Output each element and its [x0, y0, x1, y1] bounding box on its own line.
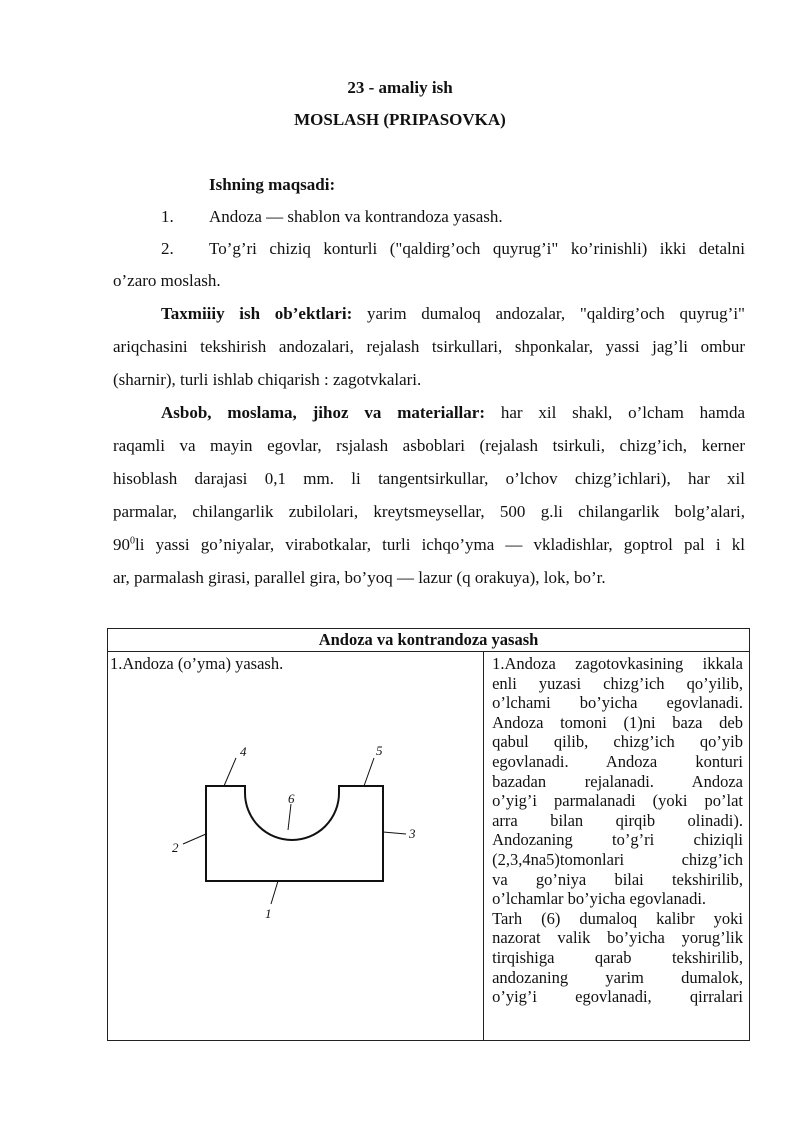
step-line: enli yuzasi chizg’ich qo’yilib, [492, 673, 743, 693]
step-line: qabul qilib, chizg’ich qo’yib [492, 732, 743, 752]
step-line: Andozaning to’g’ri chiziqli [492, 830, 743, 850]
step-line: va go’niya bilai tekshirilib, [492, 869, 743, 889]
step-line: egovlanadi. Andoza konturi [492, 751, 743, 771]
figure-label-1: 1 [265, 906, 272, 921]
leader-line-6 [288, 804, 291, 830]
goals-heading: Ishning maqsadi: [209, 175, 336, 194]
tools-line-6: ar, parmalash girasi, parallel gira, bo’yoq — lazur (q orakuya), lok, bo’r. [113, 568, 606, 587]
goal-2-text: To’g’ri chiziq konturli ("qaldirg’och quyrug’i" ko’rinishli) ikki detalni [209, 239, 745, 258]
leader-line-4 [224, 758, 236, 786]
tools-line-5 [113, 535, 745, 555]
leader-line-2 [183, 834, 206, 844]
angle-value: 90 [113, 535, 130, 554]
step-line: arra bilan qirqib olinadi). [492, 810, 743, 830]
leader-line-5 [364, 758, 374, 786]
template-outline [206, 786, 383, 881]
tools-line-1 [161, 403, 745, 423]
table-right-cell [484, 652, 750, 1041]
step-line: (2,3,4na5)tomonlari chizg’ich [492, 849, 743, 869]
figure-label-4: 4 [240, 744, 247, 759]
objects-line-1-text: yarim dumaloq andozalar, "qaldirg’och quyrug’i" [366, 304, 745, 323]
goal-1-number: 1. [161, 207, 174, 226]
page-title: MOSLASH (PRIPASOVKA) [294, 110, 506, 129]
figure-label-3: 3 [409, 826, 416, 841]
tools-line-3: hisoblash darajasi 0,1 mm. li tangentsirkullar, o’lchov chizg’ichlari), har xil [113, 469, 745, 488]
step-line: 1.Andoza zagotovkasining ikkala [492, 654, 743, 673]
objects-line-3: (sharnir), turli ishlab chiqarish : zagotvkalari. [113, 370, 422, 389]
tools-line-4: parmalar, chilangarlik zubilolari, kreytsmeysellar, 500 g.li chilangarlik bolg’alari, [113, 502, 745, 521]
objects-label: Taxmiiiy ish ob’ektlari: [161, 304, 353, 323]
objects-line-1 [161, 304, 745, 324]
step-line: Tarh (6) dumaloq kalibr yoki [492, 908, 743, 928]
procedure-table [107, 628, 750, 1041]
step-line: nazorat valik bo’yicha yorug’lik [492, 928, 743, 948]
leader-line-1 [271, 881, 278, 904]
step-line: Andoza tomoni (1)ni baza deb [492, 712, 743, 732]
table-left-cell [108, 652, 484, 1041]
step-line: o’yig’i parmalanadi (yoki po’lat [492, 791, 743, 811]
goal-1-text: Andoza — shablon va kontrandoza yasash. [209, 207, 503, 226]
right-cell-text [484, 652, 749, 1007]
tools-label: Asbob, moslama, jihoz va materiallar: [161, 403, 485, 422]
step-line: bazadan rejalanadi. Andoza [492, 771, 743, 791]
step-line: o’yig’i egovlanadi, qirralari [492, 987, 743, 1007]
goal-2-continuation: o’zaro moslash. [113, 271, 221, 290]
tools-line-5-text: li yassi go’niyalar, virabotkalar, turli ichqo’yma — vkladishlar, goptrol pal i kl [135, 535, 745, 554]
leader-line-3 [383, 832, 406, 834]
title-number: 23 - amaliy ish [347, 78, 453, 97]
step-line: andozaning yarim dumalok, [492, 967, 743, 987]
goal-2-number: 2. [161, 239, 174, 258]
figure-label-2: 2 [172, 840, 179, 855]
tools-line-2: raqamli va mayin egovlar, rsjalash asboblari (rejalash tsirkuli, chizg’ich, kerner [113, 436, 745, 455]
degree-sup: 0 [130, 535, 135, 547]
template-drawing [108, 674, 484, 1044]
table-header: Andoza va kontrandoza yasash [108, 629, 750, 652]
step-line: o’lchamlar bo’yicha egovlanadi. [492, 889, 707, 909]
figure-label-6: 6 [288, 791, 295, 806]
figure-label-5: 5 [376, 743, 383, 758]
tools-line-1-text: har xil shakl, o’lcham hamda [500, 403, 745, 422]
step-line: o’lchami bo’yicha egovlanadi. [492, 693, 743, 713]
step-line: tirqishiga qarab tekshirilib, [492, 947, 743, 967]
left-cell-title: 1.Andoza (o’yma) yasash. [110, 654, 284, 673]
objects-line-2: ariqchasini tekshirish andozalari, rejalash tsirkullari, shponkalar, yassi jag’li ombur [113, 337, 745, 356]
